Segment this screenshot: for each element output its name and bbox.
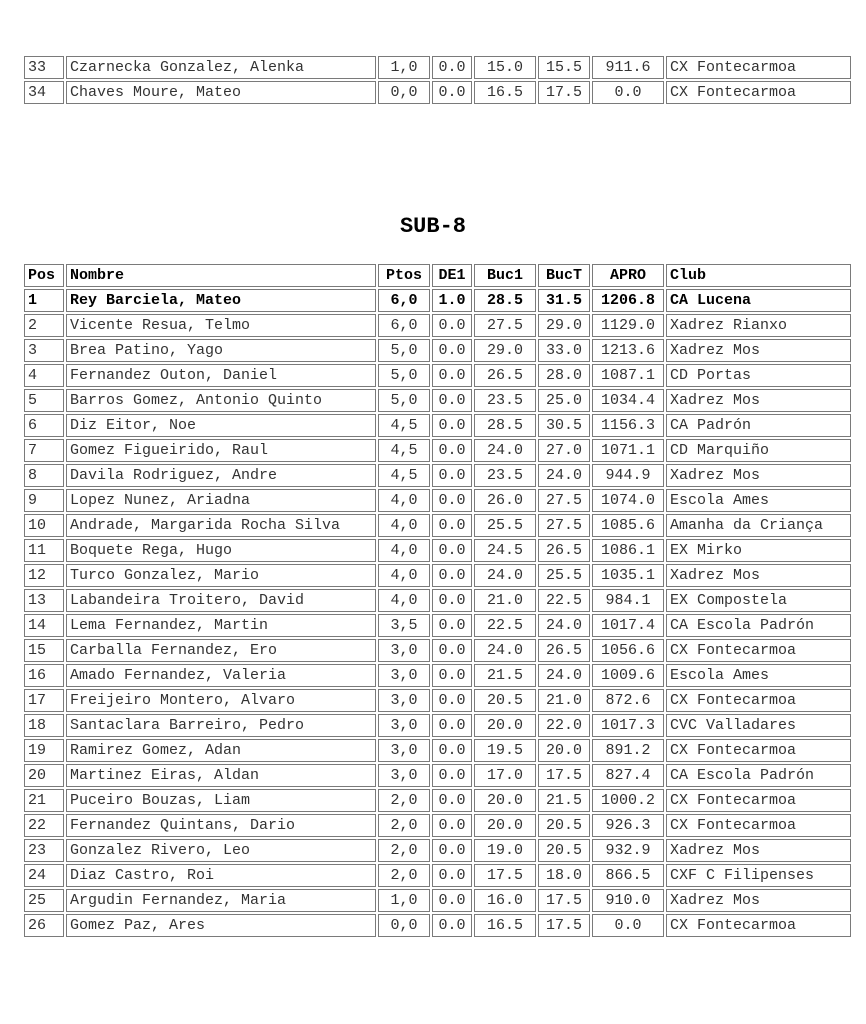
- cell-buc1: 17.5: [474, 864, 536, 887]
- table-row: [24, 289, 851, 312]
- cell-apro: 1017.4: [592, 614, 664, 637]
- cell-club: CX Fontecarmoa: [666, 914, 851, 937]
- cell-name: Puceiro Bouzas, Liam: [66, 789, 376, 812]
- cell-buct: 26.5: [538, 539, 590, 562]
- cell-de1: 0.0: [432, 339, 472, 362]
- cell-name: Czarnecka Gonzalez, Alenka: [66, 56, 376, 79]
- cell-name: Labandeira Troitero, David: [66, 589, 376, 612]
- cell-name: Freijeiro Montero, Alvaro: [66, 689, 376, 712]
- cell-apro: 910.0: [592, 889, 664, 912]
- cell-buct: 20.5: [538, 814, 590, 837]
- cell-pos: 8: [24, 464, 64, 487]
- cell-de1: 0.0: [432, 464, 472, 487]
- header-de1: DE1: [432, 264, 472, 287]
- table-row: [24, 414, 851, 437]
- cell-name: Fernandez Outon, Daniel: [66, 364, 376, 387]
- cell-club: EX Compostela: [666, 589, 851, 612]
- cell-apro: 891.2: [592, 739, 664, 762]
- cell-apro: 932.9: [592, 839, 664, 862]
- cell-de1: 0.0: [432, 364, 472, 387]
- cell-de1: 0.0: [432, 789, 472, 812]
- cell-ptos: 4,5: [378, 464, 430, 487]
- cell-buc1: 21.0: [474, 589, 536, 612]
- table-row: [24, 589, 851, 612]
- cell-club: CX Fontecarmoa: [666, 789, 851, 812]
- cell-apro: 911.6: [592, 56, 664, 79]
- cell-buct: 25.0: [538, 389, 590, 412]
- cell-name: Gomez Paz, Ares: [66, 914, 376, 937]
- cell-apro: 926.3: [592, 814, 664, 837]
- cell-name: Rey Barciela, Mateo: [66, 289, 376, 312]
- cell-buc1: 24.0: [474, 439, 536, 462]
- cell-apro: 1074.0: [592, 489, 664, 512]
- cell-name: Barros Gomez, Antonio Quinto: [66, 389, 376, 412]
- cell-buct: 24.0: [538, 664, 590, 687]
- cell-club: CX Fontecarmoa: [666, 814, 851, 837]
- header-pos: Pos: [24, 264, 64, 287]
- cell-de1: 0.0: [432, 739, 472, 762]
- cell-de1: 0.0: [432, 814, 472, 837]
- sub8-results-body: [24, 289, 851, 937]
- cell-club: Xadrez Mos: [666, 839, 851, 862]
- cell-buct: 24.0: [538, 464, 590, 487]
- cell-buc1: 23.5: [474, 389, 536, 412]
- cell-name: Fernandez Quintans, Dario: [66, 814, 376, 837]
- cell-ptos: 5,0: [378, 339, 430, 362]
- cell-pos: 15: [24, 639, 64, 662]
- cell-name: Vicente Resua, Telmo: [66, 314, 376, 337]
- cell-apro: 872.6: [592, 689, 664, 712]
- header-name: Nombre: [66, 264, 376, 287]
- cell-buct: 17.5: [538, 764, 590, 787]
- cell-buc1: 15.0: [474, 56, 536, 79]
- cell-apro: 1071.1: [592, 439, 664, 462]
- cell-ptos: 3,0: [378, 639, 430, 662]
- cell-ptos: 4,0: [378, 539, 430, 562]
- cell-de1: 0.0: [432, 56, 472, 79]
- cell-name: Andrade, Margarida Rocha Silva: [66, 514, 376, 537]
- cell-buct: 28.0: [538, 364, 590, 387]
- cell-pos: 5: [24, 389, 64, 412]
- cell-name: Amado Fernandez, Valeria: [66, 664, 376, 687]
- cell-de1: 0.0: [432, 489, 472, 512]
- cell-buct: 15.5: [538, 56, 590, 79]
- cell-de1: 0.0: [432, 889, 472, 912]
- cell-name: Boquete Rega, Hugo: [66, 539, 376, 562]
- cell-club: CA Escola Padrón: [666, 614, 851, 637]
- cell-buct: 33.0: [538, 339, 590, 362]
- cell-apro: 1213.6: [592, 339, 664, 362]
- cell-club: CX Fontecarmoa: [666, 56, 851, 79]
- cell-ptos: 2,0: [378, 789, 430, 812]
- cell-pos: 4: [24, 364, 64, 387]
- cell-pos: 18: [24, 714, 64, 737]
- header-apro: APRO: [592, 264, 664, 287]
- cell-buc1: 16.0: [474, 889, 536, 912]
- cell-buc1: 16.5: [474, 81, 536, 104]
- cell-de1: 0.0: [432, 614, 472, 637]
- cell-buc1: 24.0: [474, 564, 536, 587]
- cell-club: CA Lucena: [666, 289, 851, 312]
- cell-club: Xadrez Mos: [666, 889, 851, 912]
- table-row: [24, 839, 851, 862]
- cell-name: Martinez Eiras, Aldan: [66, 764, 376, 787]
- section-title: SUB-8: [399, 214, 466, 239]
- cell-pos: 34: [24, 81, 64, 104]
- cell-de1: 0.0: [432, 414, 472, 437]
- cell-ptos: 4,5: [378, 439, 430, 462]
- cell-ptos: 4,0: [378, 564, 430, 587]
- cell-buct: 22.0: [538, 714, 590, 737]
- cell-ptos: 3,0: [378, 764, 430, 787]
- cell-apro: 1085.6: [592, 514, 664, 537]
- table-row: [24, 864, 851, 887]
- cell-de1: 0.0: [432, 439, 472, 462]
- cell-name: Lopez Nunez, Ariadna: [66, 489, 376, 512]
- cell-buct: 17.5: [538, 81, 590, 104]
- cell-name: Turco Gonzalez, Mario: [66, 564, 376, 587]
- cell-buct: 25.5: [538, 564, 590, 587]
- cell-apro: 0.0: [592, 81, 664, 104]
- cell-buct: 17.5: [538, 889, 590, 912]
- table-row: [24, 314, 851, 337]
- cell-buc1: 20.0: [474, 814, 536, 837]
- cell-de1: 0.0: [432, 664, 472, 687]
- cell-buct: 30.5: [538, 414, 590, 437]
- cell-name: Ramirez Gomez, Adan: [66, 739, 376, 762]
- cell-ptos: 3,0: [378, 689, 430, 712]
- cell-de1: 1.0: [432, 289, 472, 312]
- cell-buc1: 27.5: [474, 314, 536, 337]
- cell-club: EX Mirko: [666, 539, 851, 562]
- table-row: [24, 764, 851, 787]
- cell-pos: 6: [24, 414, 64, 437]
- cell-name: Diaz Castro, Roi: [66, 864, 376, 887]
- cell-de1: 0.0: [432, 839, 472, 862]
- cell-club: Amanha da Criança: [666, 514, 851, 537]
- cell-buct: 20.0: [538, 739, 590, 762]
- cell-buct: 26.5: [538, 639, 590, 662]
- table-row: [24, 739, 851, 762]
- cell-pos: 7: [24, 439, 64, 462]
- cell-club: Xadrez Mos: [666, 339, 851, 362]
- cell-buc1: 22.5: [474, 614, 536, 637]
- cell-de1: 0.0: [432, 589, 472, 612]
- cell-name: Davila Rodriguez, Andre: [66, 464, 376, 487]
- cell-club: Xadrez Mos: [666, 564, 851, 587]
- table-row: [24, 389, 851, 412]
- cell-ptos: 3,0: [378, 739, 430, 762]
- cell-club: CX Fontecarmoa: [666, 81, 851, 104]
- cell-pos: 2: [24, 314, 64, 337]
- cell-apro: 1035.1: [592, 564, 664, 587]
- cell-buc1: 23.5: [474, 464, 536, 487]
- cell-ptos: 2,0: [378, 864, 430, 887]
- cell-pos: 13: [24, 589, 64, 612]
- cell-apro: 1087.1: [592, 364, 664, 387]
- cell-buct: 29.0: [538, 314, 590, 337]
- cell-apro: 1034.4: [592, 389, 664, 412]
- cell-apro: 1156.3: [592, 414, 664, 437]
- cell-de1: 0.0: [432, 389, 472, 412]
- cell-pos: 20: [24, 764, 64, 787]
- cell-apro: 944.9: [592, 464, 664, 487]
- cell-buc1: 28.5: [474, 289, 536, 312]
- cell-de1: 0.0: [432, 864, 472, 887]
- cell-buc1: 17.0: [474, 764, 536, 787]
- cell-buc1: 25.5: [474, 514, 536, 537]
- cell-apro: 984.1: [592, 589, 664, 612]
- table-row: [24, 489, 851, 512]
- cell-club: CD Marquiño: [666, 439, 851, 462]
- cell-ptos: 3,5: [378, 614, 430, 637]
- cell-buct: 20.5: [538, 839, 590, 862]
- table-row: [24, 889, 851, 912]
- cell-club: CA Escola Padrón: [666, 764, 851, 787]
- cell-apro: 1129.0: [592, 314, 664, 337]
- cell-ptos: 6,0: [378, 289, 430, 312]
- table-row: [24, 814, 851, 837]
- cell-buct: 31.5: [538, 289, 590, 312]
- cell-buc1: 19.5: [474, 739, 536, 762]
- table-row: [24, 464, 851, 487]
- cell-club: Escola Ames: [666, 489, 851, 512]
- cell-apro: 0.0: [592, 914, 664, 937]
- table-row: [24, 689, 851, 712]
- table-header: [24, 264, 851, 287]
- cell-pos: 33: [24, 56, 64, 79]
- cell-de1: 0.0: [432, 764, 472, 787]
- cell-buc1: 24.0: [474, 639, 536, 662]
- cell-buct: 27.5: [538, 514, 590, 537]
- header-buct: BucT: [538, 264, 590, 287]
- table-row: [24, 539, 851, 562]
- cell-buct: 21.5: [538, 789, 590, 812]
- previous-results-body: [24, 56, 851, 104]
- cell-club: Xadrez Mos: [666, 464, 851, 487]
- cell-pos: 17: [24, 689, 64, 712]
- cell-buc1: 16.5: [474, 914, 536, 937]
- cell-pos: 26: [24, 914, 64, 937]
- cell-club: Escola Ames: [666, 664, 851, 687]
- cell-club: Xadrez Mos: [666, 389, 851, 412]
- cell-pos: 11: [24, 539, 64, 562]
- cell-ptos: 0,0: [378, 81, 430, 104]
- cell-name: Gomez Figueirido, Raul: [66, 439, 376, 462]
- cell-pos: 24: [24, 864, 64, 887]
- cell-buc1: 20.5: [474, 689, 536, 712]
- cell-buc1: 20.0: [474, 714, 536, 737]
- table-row: [24, 664, 851, 687]
- cell-pos: 1: [24, 289, 64, 312]
- cell-club: CA Padrón: [666, 414, 851, 437]
- cell-buc1: 26.0: [474, 489, 536, 512]
- cell-club: Xadrez Rianxo: [666, 314, 851, 337]
- cell-ptos: 2,0: [378, 814, 430, 837]
- cell-de1: 0.0: [432, 914, 472, 937]
- header-row: [24, 264, 851, 287]
- cell-pos: 22: [24, 814, 64, 837]
- cell-name: Lema Fernandez, Martin: [66, 614, 376, 637]
- cell-name: Argudin Fernandez, Maria: [66, 889, 376, 912]
- cell-pos: 19: [24, 739, 64, 762]
- cell-buct: 17.5: [538, 914, 590, 937]
- cell-name: Brea Patino, Yago: [66, 339, 376, 362]
- cell-ptos: 3,0: [378, 664, 430, 687]
- table-row: [24, 439, 851, 462]
- cell-apro: 1017.3: [592, 714, 664, 737]
- table-row: [24, 56, 851, 79]
- cell-apro: 1056.6: [592, 639, 664, 662]
- cell-buct: 21.0: [538, 689, 590, 712]
- cell-buc1: 20.0: [474, 789, 536, 812]
- table-row: [24, 514, 851, 537]
- cell-ptos: 3,0: [378, 714, 430, 737]
- cell-ptos: 5,0: [378, 364, 430, 387]
- cell-apro: 866.5: [592, 864, 664, 887]
- cell-club: CD Portas: [666, 364, 851, 387]
- table-row: [24, 914, 851, 937]
- cell-ptos: 4,5: [378, 414, 430, 437]
- cell-pos: 9: [24, 489, 64, 512]
- cell-club: CX Fontecarmoa: [666, 739, 851, 762]
- cell-name: Chaves Moure, Mateo: [66, 81, 376, 104]
- cell-ptos: 2,0: [378, 839, 430, 862]
- cell-apro: 1206.8: [592, 289, 664, 312]
- cell-ptos: 4,0: [378, 489, 430, 512]
- table-row: [24, 789, 851, 812]
- cell-buct: 24.0: [538, 614, 590, 637]
- cell-buct: 18.0: [538, 864, 590, 887]
- cell-pos: 16: [24, 664, 64, 687]
- sub8-results-table: [22, 262, 853, 939]
- cell-pos: 21: [24, 789, 64, 812]
- cell-de1: 0.0: [432, 714, 472, 737]
- cell-pos: 12: [24, 564, 64, 587]
- cell-apro: 1009.6: [592, 664, 664, 687]
- header-ptos: Ptos: [378, 264, 430, 287]
- table-row: [24, 364, 851, 387]
- table-row: [24, 339, 851, 362]
- cell-pos: 23: [24, 839, 64, 862]
- cell-club: CXF C Filipenses: [666, 864, 851, 887]
- cell-de1: 0.0: [432, 689, 472, 712]
- table-row: [24, 614, 851, 637]
- cell-buct: 27.5: [538, 489, 590, 512]
- cell-buc1: 26.5: [474, 364, 536, 387]
- cell-ptos: 6,0: [378, 314, 430, 337]
- cell-buc1: 28.5: [474, 414, 536, 437]
- cell-apro: 827.4: [592, 764, 664, 787]
- cell-buc1: 19.0: [474, 839, 536, 862]
- cell-club: CVC Valladares: [666, 714, 851, 737]
- cell-ptos: 0,0: [378, 914, 430, 937]
- cell-ptos: 4,0: [378, 514, 430, 537]
- previous-results-table: [22, 54, 853, 106]
- cell-de1: 0.0: [432, 539, 472, 562]
- header-buc1: Buc1: [474, 264, 536, 287]
- table-row: [24, 639, 851, 662]
- table-row: [24, 714, 851, 737]
- cell-pos: 3: [24, 339, 64, 362]
- cell-name: Carballa Fernandez, Ero: [66, 639, 376, 662]
- cell-de1: 0.0: [432, 564, 472, 587]
- cell-de1: 0.0: [432, 514, 472, 537]
- table-row: [24, 564, 851, 587]
- cell-name: Santaclara Barreiro, Pedro: [66, 714, 376, 737]
- cell-ptos: 1,0: [378, 889, 430, 912]
- cell-de1: 0.0: [432, 639, 472, 662]
- cell-buct: 22.5: [538, 589, 590, 612]
- cell-ptos: 5,0: [378, 389, 430, 412]
- cell-pos: 25: [24, 889, 64, 912]
- cell-ptos: 4,0: [378, 589, 430, 612]
- header-club: Club: [666, 264, 851, 287]
- cell-pos: 14: [24, 614, 64, 637]
- cell-ptos: 1,0: [378, 56, 430, 79]
- cell-buc1: 24.5: [474, 539, 536, 562]
- cell-pos: 10: [24, 514, 64, 537]
- cell-club: CX Fontecarmoa: [666, 689, 851, 712]
- cell-name: Gonzalez Rivero, Leo: [66, 839, 376, 862]
- cell-club: CX Fontecarmoa: [666, 639, 851, 662]
- cell-apro: 1000.2: [592, 789, 664, 812]
- cell-apro: 1086.1: [592, 539, 664, 562]
- table-row: [24, 81, 851, 104]
- cell-buct: 27.0: [538, 439, 590, 462]
- cell-buc1: 29.0: [474, 339, 536, 362]
- cell-name: Diz Eitor, Noe: [66, 414, 376, 437]
- cell-de1: 0.0: [432, 314, 472, 337]
- cell-de1: 0.0: [432, 81, 472, 104]
- cell-buc1: 21.5: [474, 664, 536, 687]
